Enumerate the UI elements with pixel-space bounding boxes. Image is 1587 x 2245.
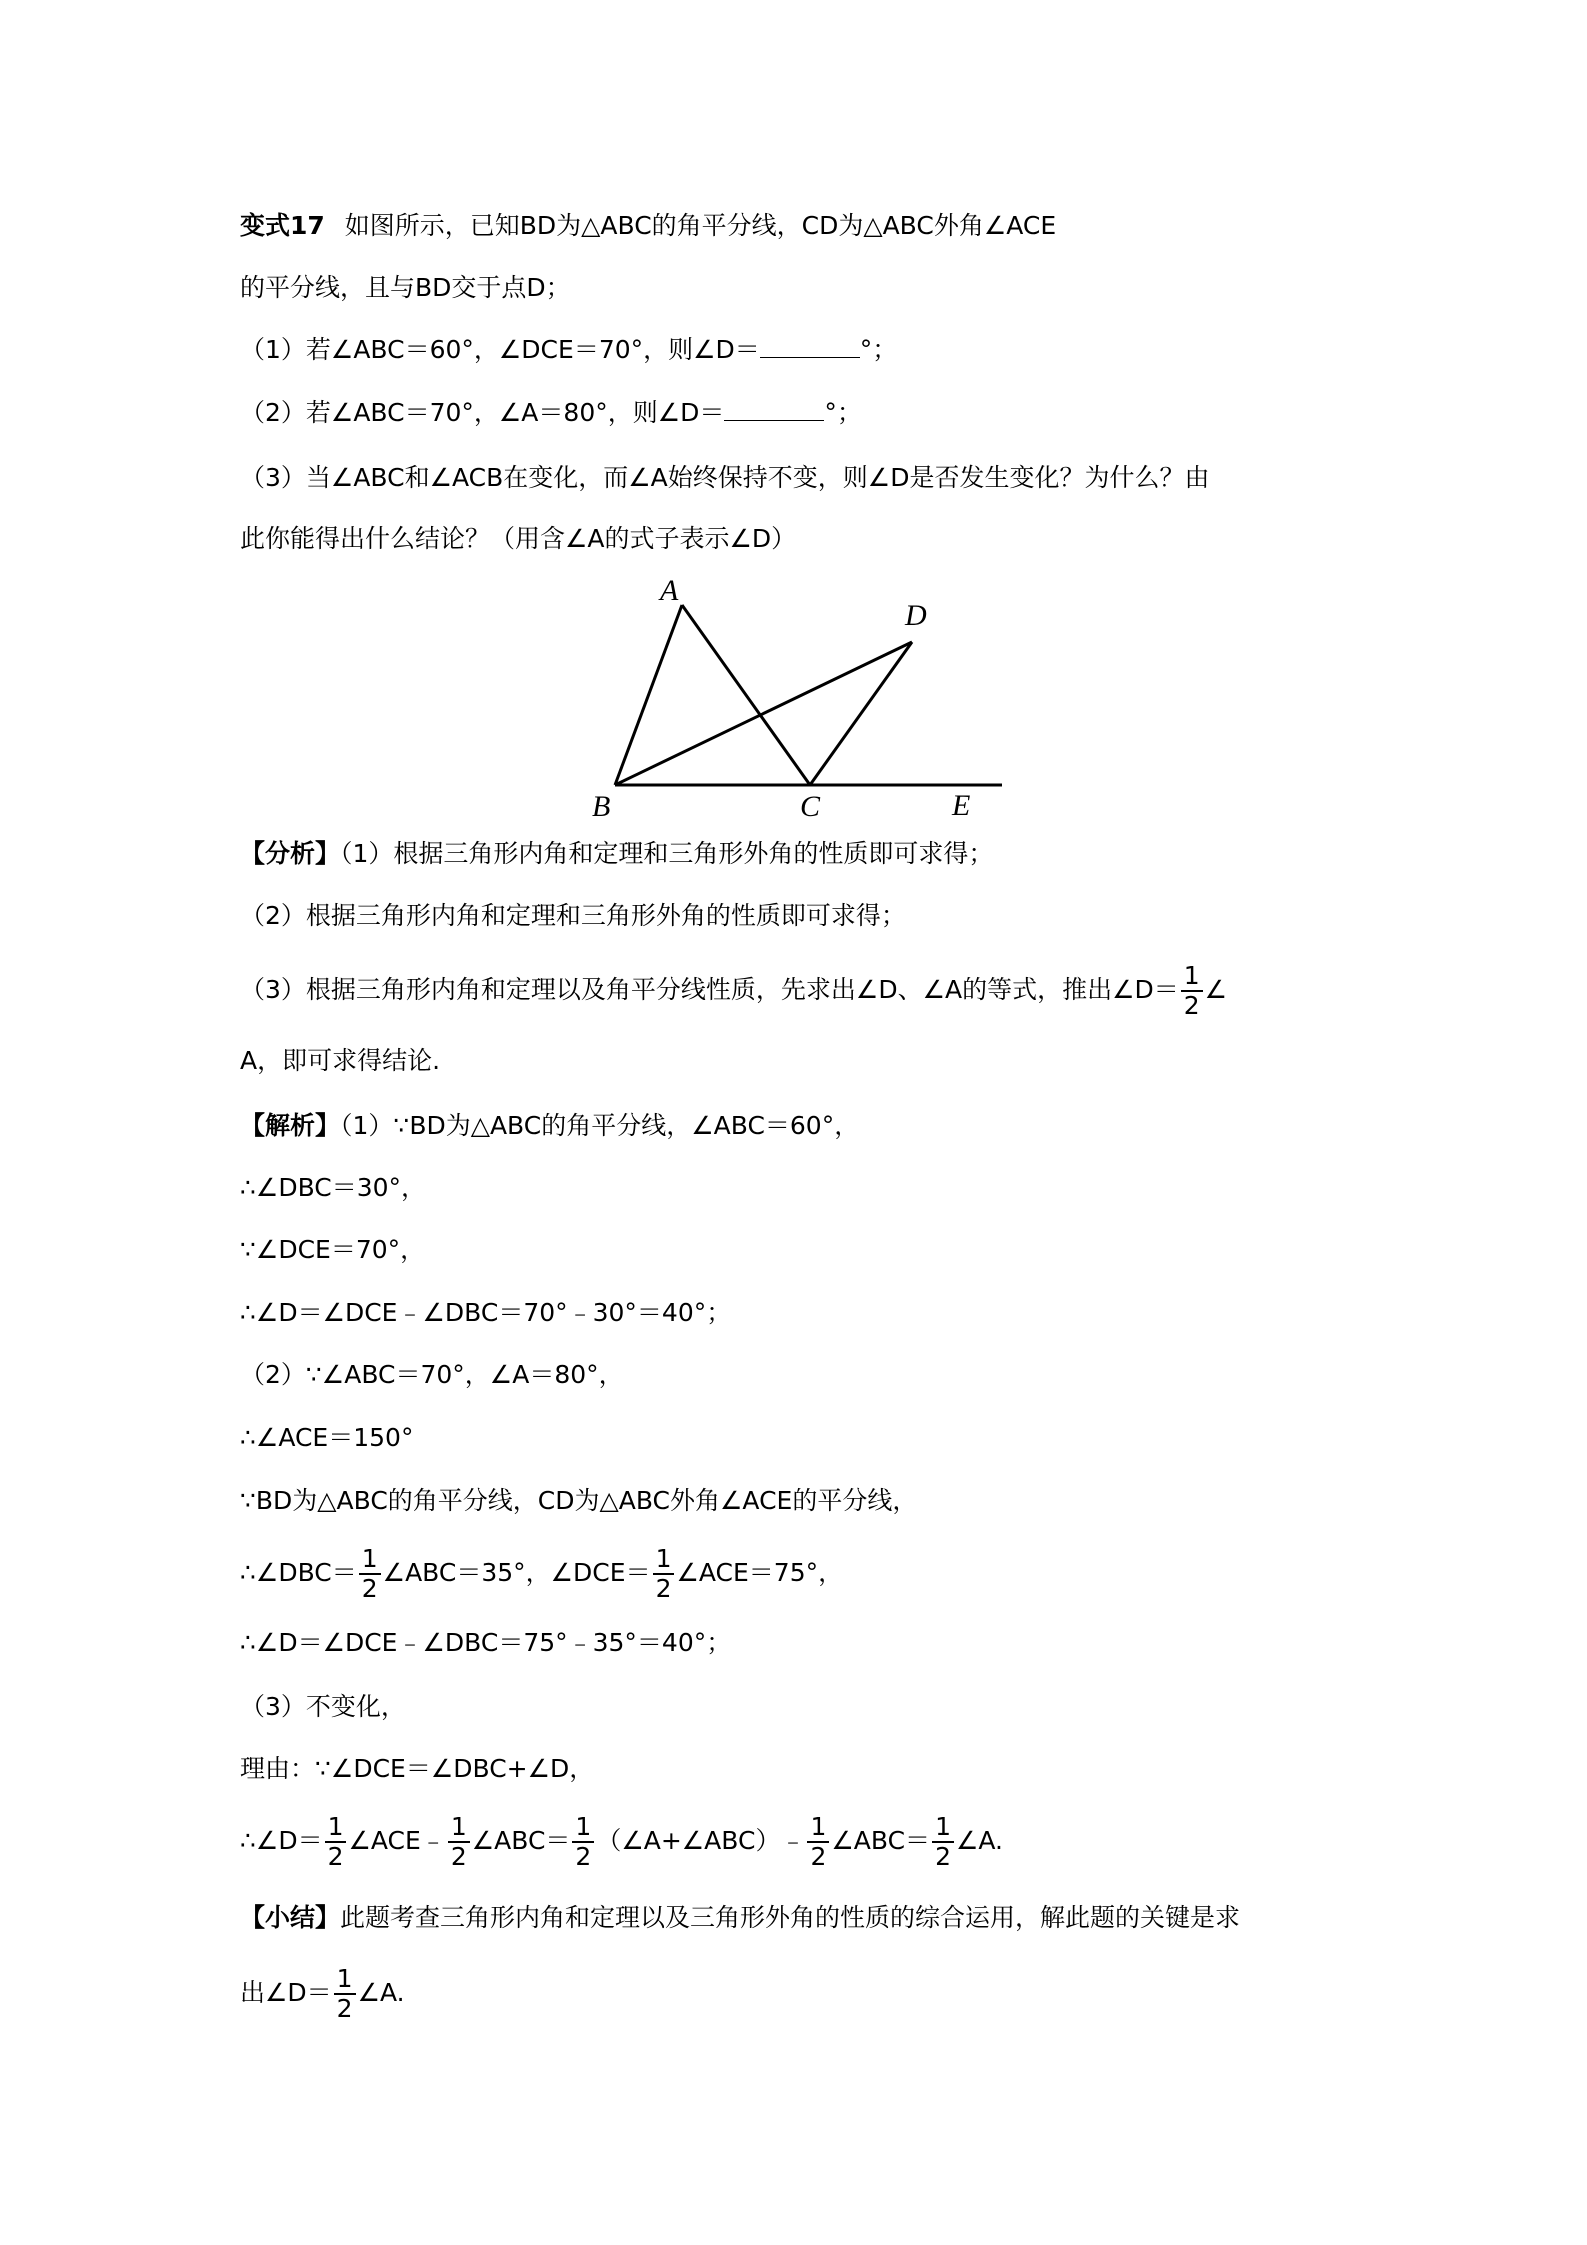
fraction-half: $\frac{1}{2}$ [325, 1813, 347, 1871]
analysis-line-2: （2）根据三角形内角和定理和三角形外角的性质即可求得； [240, 901, 906, 930]
label-d: D [905, 599, 927, 632]
summary-heading: 【小结】 [240, 1903, 341, 1932]
question-3-a: （3）当∠ABC和∠ACB在变化，而∠A始终保持不变，则∠D是否发生变化？为什么？由 [240, 463, 1210, 492]
solution-heading: 【解析】 [240, 1111, 341, 1140]
solution-line-4: ∴∠D＝∠DCE﹣∠DBC＝70°﹣30°＝40°； [240, 1298, 732, 1327]
fraction-half: $\frac{1}{2}$ [334, 1965, 356, 2023]
analysis-line-1: 【分析】（1）根据三角形内角和定理和三角形外角的性质即可求得； [240, 839, 994, 868]
segment-ac [682, 605, 810, 785]
solution-line-1: 【解析】（1）∵BD为△ABC的角平分线，∠ABC＝60°， [240, 1111, 860, 1140]
problem-statement-2: 的平分线，且与BD交于点D； [240, 273, 571, 302]
analysis-line-4: A，即可求得结论. [240, 1046, 441, 1075]
summary-line-1: 【小结】此题考查三角形内角和定理以及三角形外角的性质的综合运用，解此题的关键是求 [240, 1903, 1241, 1932]
problem-title: 变式17 [240, 211, 325, 240]
solution-line-8: ∴∠DBC＝ $\frac{1}{2}$ ∠ABC＝35°，∠DCE＝ $\frac{1}{2}$ ∠ACE＝75°， [240, 1544, 844, 1603]
summary-line-2: 出∠D＝ $\frac{1}{2}$ ∠A. [240, 1964, 405, 2023]
analysis-line-3: （3）根据三角形内角和定理以及角平分线性质，先求出∠D、∠A的等式，推出∠D＝ $\frac{1}{2}$ ∠ [240, 961, 1228, 1020]
label-c: C [800, 790, 821, 823]
problem-line-1 [240, 208, 1056, 244]
solution-line-10: （3）不变化， [240, 1692, 406, 1721]
geometry-figure [560, 570, 1020, 830]
problem-statement-1: 如图所示，已知BD为△ABC的角平分线，CD为△ABC外角∠ACE [344, 211, 1057, 240]
solution-line-9: ∴∠D＝∠DCE﹣∠DBC＝75°﹣35°＝40°； [240, 1628, 732, 1657]
solution-line-5: （2）∵∠ABC＝70°，∠A＝80°， [240, 1360, 624, 1389]
fraction-half: $\frac{1}{2}$ [653, 1545, 675, 1603]
solution-line-6: ∴∠ACE＝150° [240, 1423, 414, 1452]
analysis-heading: 【分析】 [240, 839, 341, 868]
segment-cd [810, 642, 912, 785]
fraction-half: $\frac{1}{2}$ [1181, 962, 1203, 1020]
solution-line-12: ∴∠D＝ $\frac{1}{2}$ ∠ACE﹣ $\frac{1}{2}$ ∠ABC＝ $\frac{1}{2}$ （∠A+∠ABC）﹣ $\frac{1}{2}$ ∠ABC＝ $\frac{1}{2}$ ∠A. [240, 1812, 1003, 1871]
label-a: A [660, 574, 679, 607]
solution-line-2: ∴∠DBC＝30°， [240, 1173, 427, 1202]
label-e: E [952, 789, 971, 822]
fraction-half: $\frac{1}{2}$ [807, 1813, 829, 1871]
fraction-half: $\frac{1}{2}$ [359, 1545, 381, 1603]
solution-line-7: ∵BD为△ABC的角平分线，CD为△ABC外角∠ACE的平分线， [240, 1486, 918, 1515]
label-b: B [592, 790, 611, 823]
fraction-half: $\frac{1}{2}$ [572, 1813, 594, 1871]
fraction-half: $\frac{1}{2}$ [932, 1813, 954, 1871]
question-3-b: 此你能得出什么结论？（用含∠A的式子表示∠D） [240, 524, 797, 553]
question-2: （2）若∠ABC＝70°，∠A＝80°，则∠D＝ °； [240, 398, 862, 427]
solution-line-3: ∵∠DCE＝70°， [240, 1235, 426, 1264]
solution-line-11: 理由：∵∠DCE＝∠DBC+∠D， [240, 1754, 595, 1783]
fraction-half: $\frac{1}{2}$ [448, 1813, 470, 1871]
answer-blank-2[interactable] [724, 398, 824, 421]
answer-blank-1[interactable] [760, 335, 860, 358]
question-1: （1）若∠ABC＝60°，∠DCE＝70°，则∠D＝ °； [240, 335, 898, 364]
